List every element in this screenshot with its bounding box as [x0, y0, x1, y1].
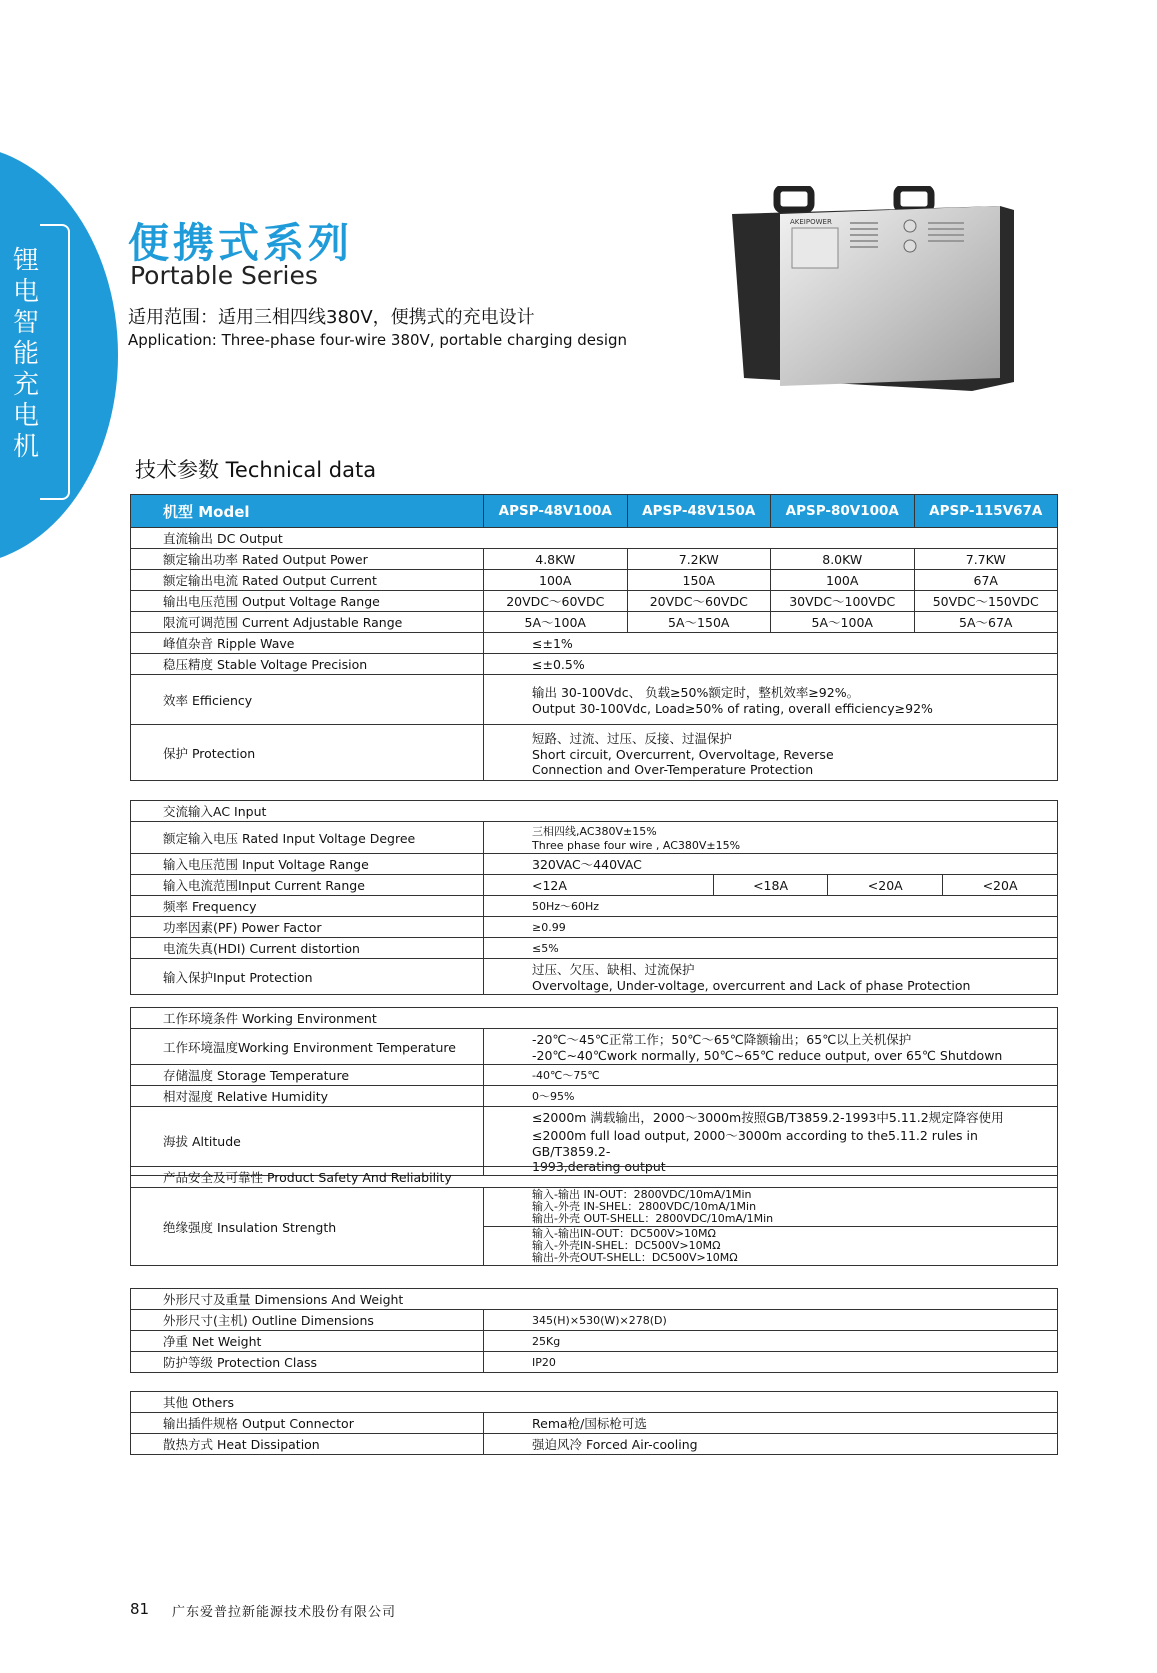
- table-row: [131, 570, 1058, 591]
- application-en: Application: Three-phase four-wire 380V, portable charging design: [128, 331, 628, 349]
- insulation-line: 输出-外壳 OUT-SHELL：2800VDC/10mA/1Min: [532, 1212, 774, 1225]
- model-col: APSP-80V100A: [771, 495, 915, 528]
- input-protect-en: Overvoltage, Under-voltage, overcurrent and Lack of phase Protection: [532, 978, 971, 993]
- table-row: [131, 896, 1058, 917]
- section-title: 其他 Others: [131, 1392, 1058, 1413]
- cell: 0～95%: [484, 1086, 1058, 1107]
- cell: [484, 822, 1058, 854]
- side-tab-char: 电: [12, 401, 39, 431]
- cell: 320VAC～440VAC: [484, 854, 1058, 875]
- cell: 20VDC～60VDC: [484, 591, 628, 612]
- cell: ≥0.99: [484, 917, 1058, 938]
- section-title: 产品安全及可靠性 Product Safety And Reliability: [131, 1167, 1058, 1188]
- table-row: [131, 591, 1058, 612]
- row-label: 效率 Efficiency: [131, 675, 484, 725]
- cell: 50Hz～60Hz: [484, 896, 1058, 917]
- table-row: [131, 938, 1058, 959]
- section-title: 外形尺寸及重量 Dimensions And Weight: [131, 1289, 1058, 1310]
- cell: [484, 959, 1058, 995]
- row-label: 电流失真(HDI) Current distortion: [131, 938, 484, 959]
- table-row: [131, 822, 1058, 854]
- row-label: 存储温度 Storage Temperature: [131, 1065, 484, 1086]
- cell: 8.0KW: [771, 549, 915, 570]
- table-row: [131, 725, 1058, 781]
- row-label: 输入电流范围Input Current Range: [131, 875, 484, 896]
- row-label: 散热方式 Heat Dissipation: [131, 1434, 484, 1455]
- cell: [484, 1188, 1058, 1227]
- row-label: 输入保护Input Protection: [131, 959, 484, 995]
- cell: <20A: [828, 875, 943, 896]
- altitude-en: 1993,derating output: [532, 1159, 666, 1174]
- page-number: 81: [130, 1600, 150, 1618]
- cell: ≤±0.5%: [484, 654, 1058, 675]
- cell: 150A: [627, 570, 771, 591]
- spec-table-dims: [130, 1288, 1058, 1373]
- row-label: 稳压精度 Stable Voltage Precision: [131, 654, 484, 675]
- insulation-line: 输入-外壳IN-SHEL：DC500V>10MΩ: [532, 1239, 721, 1252]
- side-tab-label: [10, 246, 42, 463]
- spec-table-ac: [130, 800, 1058, 995]
- section-row: [131, 801, 1058, 822]
- table-row: [131, 1434, 1058, 1455]
- cell: 67A: [914, 570, 1058, 591]
- cell: 20VDC～60VDC: [627, 591, 771, 612]
- cell: [484, 1029, 1058, 1065]
- side-tab-char: 智: [12, 308, 39, 338]
- table-row: [131, 1086, 1058, 1107]
- company-name: 广东爱普拉新能源技术股份有限公司: [172, 1605, 397, 1620]
- spec-table-env: [130, 1007, 1058, 1176]
- insulation-line: 输入-外壳 IN-SHEL：2800VDC/10mA/1Min: [532, 1200, 757, 1213]
- cell: [484, 675, 1058, 725]
- side-tab-char: 能: [12, 339, 39, 369]
- side-tab-char: 机: [12, 432, 39, 462]
- section-row: [131, 1289, 1058, 1310]
- efficiency-en: Output 30-100Vdc, Load≥50% of rating, overall efficiency≥92%: [532, 701, 933, 716]
- cell: <20A: [943, 875, 1058, 896]
- table-row: [131, 549, 1058, 570]
- table-row: [131, 854, 1058, 875]
- protection-en: Short circuit, Overcurrent, Overvoltage, Reverse: [532, 746, 834, 762]
- row-label: 频率 Frequency: [131, 896, 484, 917]
- cell: 5A～150A: [627, 612, 771, 633]
- cell: ≤5%: [484, 938, 1058, 959]
- series-title-en: Portable Series: [130, 261, 318, 290]
- temp-en: -20℃~40℃work normally, 50℃~65℃ reduce output, over 65℃ Shutdown: [532, 1048, 1003, 1063]
- protection-cn: 短路、过流、过压、反接、过温保护: [532, 730, 733, 746]
- section-row: [131, 1392, 1058, 1413]
- row-label: 额定输出功率 Rated Output Power: [131, 549, 484, 570]
- series-title-cn: 便携式系列: [128, 219, 353, 267]
- cell: <12A: [484, 875, 714, 896]
- row-label: 绝缘强度 Insulation Strength: [131, 1188, 484, 1266]
- table-header-row: [131, 495, 1058, 528]
- table-row: [131, 654, 1058, 675]
- insulation-line: 输入-输出 IN-OUT：2800VDC/10mA/1Min: [532, 1188, 752, 1201]
- rated-cn: 三相四线,AC380V±15%: [532, 825, 657, 838]
- row-label: 限流可调范围 Current Adjustable Range: [131, 612, 484, 633]
- cell: Rema枪/国标枪可选: [484, 1413, 1058, 1434]
- row-label: 功率因素(PF) Power Factor: [131, 917, 484, 938]
- protection-en: Connection and Over-Temperature Protection: [532, 761, 814, 777]
- altitude-cn: ≤2000m 满载输出，2000～3000m按照GB/T3859.2-1993中5.11.2规定降容使用: [532, 1110, 1004, 1125]
- table-row: [131, 875, 1058, 896]
- cell: 5A～100A: [771, 612, 915, 633]
- product-image: [732, 186, 1032, 396]
- cell: ≤±1%: [484, 633, 1058, 654]
- row-label: 额定输出电流 Rated Output Current: [131, 570, 484, 591]
- cell: 345(H)×530(W)×278(D): [484, 1310, 1058, 1331]
- model-col: APSP-48V100A: [484, 495, 628, 528]
- cell: <18A: [713, 875, 828, 896]
- spec-table-safety: [130, 1166, 1058, 1266]
- table-row: [131, 959, 1058, 995]
- section-title: 直流输出 DC Output: [131, 528, 1058, 549]
- row-label: 输入电压范围 Input Voltage Range: [131, 854, 484, 875]
- row-label: 输出插件规格 Output Connector: [131, 1413, 484, 1434]
- cell: IP20: [484, 1352, 1058, 1373]
- cell: 100A: [484, 570, 628, 591]
- table-row: [131, 1352, 1058, 1373]
- input-protect-cn: 过压、欠压、缺相、过流保护: [532, 962, 695, 977]
- model-header: 机型 Model: [131, 495, 484, 528]
- cell: 7.7KW: [914, 549, 1058, 570]
- row-label: 工作环境温度Working Environment Temperature: [131, 1029, 484, 1065]
- table-row: [131, 1413, 1058, 1434]
- technical-data-title: 技术参数 Technical data: [135, 458, 377, 482]
- model-col: APSP-115V67A: [914, 495, 1058, 528]
- insulation-line: 输入-输出IN-OUT：DC500V>10MΩ: [532, 1227, 716, 1240]
- cell: 强迫风冷 Forced Air-cooling: [484, 1434, 1058, 1455]
- cell: 7.2KW: [627, 549, 771, 570]
- table-row: [131, 612, 1058, 633]
- row-label: 海拔 Altitude: [131, 1107, 484, 1176]
- side-tab-bracket: [40, 224, 70, 500]
- cell: -40℃～75℃: [484, 1065, 1058, 1086]
- row-label: 外形尺寸(主机) Outline Dimensions: [131, 1310, 484, 1331]
- temp-cn: -20℃～45℃正常工作；50℃～65℃降额输出；65℃以上关机保护: [532, 1032, 912, 1047]
- row-label: 输出电压范围 Output Voltage Range: [131, 591, 484, 612]
- model-col: APSP-48V150A: [627, 495, 771, 528]
- cell: 25Kg: [484, 1331, 1058, 1352]
- row-label: 保护 Protection: [131, 725, 484, 781]
- table-row: [131, 917, 1058, 938]
- section-row: [131, 528, 1058, 549]
- table-row: [131, 675, 1058, 725]
- product-brand: AKEIPOWER: [790, 218, 832, 226]
- table-row: [131, 1065, 1058, 1086]
- row-label: 净重 Net Weight: [131, 1331, 484, 1352]
- rated-en: Three phase four wire , AC380V±15%: [532, 839, 741, 852]
- insulation-line: 输出-外壳OUT-SHELL：DC500V>10MΩ: [532, 1251, 738, 1264]
- section-row: [131, 1167, 1058, 1188]
- spec-table-others: [130, 1391, 1058, 1455]
- cell: 50VDC～150VDC: [914, 591, 1058, 612]
- table-row: [131, 1310, 1058, 1331]
- cell: 5A～100A: [484, 612, 628, 633]
- row-label: 额定输入电压 Rated Input Voltage Degree: [131, 822, 484, 854]
- row-label: 防护等级 Protection Class: [131, 1352, 484, 1373]
- spec-table-dc: [130, 494, 1058, 781]
- cell: 100A: [771, 570, 915, 591]
- section-title: 工作环境条件 Working Environment: [131, 1008, 1058, 1029]
- row-label: 峰值杂音 Ripple Wave: [131, 633, 484, 654]
- application-cn: 适用范围：适用三相四线380V，便携式的充电设计: [128, 307, 535, 328]
- side-tab-char: 锂: [12, 246, 39, 276]
- section-title: 交流输入AC Input: [131, 801, 1058, 822]
- table-row: [131, 1029, 1058, 1065]
- cell: [484, 1227, 1058, 1266]
- altitude-en: ≤2000m full load output, 2000～3000m according to the5.11.2 rules in GB/T3859.2-: [532, 1128, 978, 1159]
- cell: [484, 725, 1058, 781]
- cell: 4.8KW: [484, 549, 628, 570]
- table-row: [131, 1188, 1058, 1227]
- table-row: [131, 633, 1058, 654]
- cell: 5A～67A: [914, 612, 1058, 633]
- efficiency-cn: 输出 30-100Vdc、 负载≥50%额定时，整机效率≥92%。: [532, 685, 860, 700]
- row-label: 相对湿度 Relative Humidity: [131, 1086, 484, 1107]
- side-tab-char: 充: [12, 370, 39, 400]
- side-tab-char: 电: [12, 277, 39, 307]
- section-row: [131, 1008, 1058, 1029]
- table-row: [131, 1331, 1058, 1352]
- cell: 30VDC～100VDC: [771, 591, 915, 612]
